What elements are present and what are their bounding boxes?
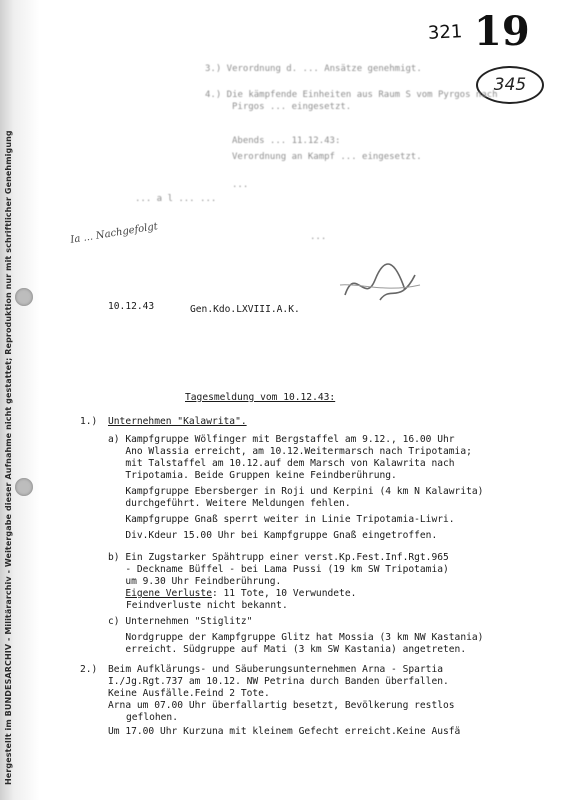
document-date: 10.12.43 (108, 301, 155, 312)
handwritten-page-number: 321 (427, 21, 463, 44)
document-title: Tagesmeldung vom 10.12.43: (185, 392, 336, 403)
losses-own-value: : 11 Tote, 10 Verwundete. (211, 588, 357, 599)
faded-line: Pirgos ... eingesetzt. (232, 102, 352, 112)
circled-folio-number: 345 (476, 66, 544, 104)
para-line: Kampfgruppe Gnaß sperrt weiter in Linie Tripotamia-Liwri. (108, 514, 455, 525)
section-number: 1.) (80, 416, 98, 427)
issuing-command: Gen.Kdo.LXVIII.A.K. (190, 304, 300, 315)
para-line: I./Jg.Rgt.737 am 10.12. NW Petrina durch Banden überfallen. (108, 676, 449, 687)
signature-scribble (335, 255, 425, 315)
faded-line: ... (232, 180, 249, 190)
para-line: b) Ein Zugstarker Spähtrupp einer verst.Kp.Fest.Inf.Rgt.965 (108, 552, 449, 563)
para-line: mit Talstaffel am 10.12.auf dem Marsch von Kalawrita nach (108, 458, 455, 469)
para-line: a) Kampfgruppe Wölfinger mit Bergstaffel am 9.12., 16.00 Uhr (108, 434, 455, 445)
section-heading: Unternehmen "Kalawrita". (108, 416, 247, 427)
faded-line: 4.) Die kämpfende Einheiten aus Raum S vom Pyrgos nach (205, 90, 498, 100)
page-number: 19 (474, 8, 530, 55)
faded-line: Abends ... 11.12.43: (232, 136, 341, 146)
losses-own-label: Eigene Verluste (125, 588, 212, 599)
faded-line: ... (310, 232, 327, 242)
section-number: 2.) (80, 664, 98, 675)
archive-stamp: Hergestellt im BUNDESARCHIV - Militärarchiv - Weitergabe dieser Aufnahme nicht gestattet; Reproduktion nur mit schriftlicher Genehmigung (4, 130, 13, 785)
para-line: erreicht. Südgruppe auf Mati (3 km SW Kastania) angetreten. (108, 644, 467, 655)
para-line: Ano Wlassia erreicht, am 10.12.Weitermarsch nach Tripotamia; (108, 446, 472, 457)
para-line: geflohen. (126, 712, 178, 723)
losses-enemy: Feindverluste nicht bekannt. (126, 600, 288, 611)
faded-line: ... a l ... ... (135, 194, 217, 204)
para-line: c) Unternehmen "Stiglitz" (108, 616, 253, 627)
para-line: Um 17.00 Uhr Kurzuna mit kleinem Gefecht erreicht.Keine Ausfä (108, 726, 461, 737)
para-line: - Deckname Büffel - bei Lama Pussi (19 km SW Tripotamia) (108, 564, 449, 575)
para-line: Tripotamia. Beide Gruppen keine Feindberührung. (108, 470, 397, 481)
para-line: Arna um 07.00 Uhr überfallartig besetzt, Bevölkerung restlos (108, 700, 455, 711)
losses-line (108, 588, 356, 601)
para-line: um 9.30 Uhr Feindberührung. (108, 576, 282, 587)
faded-line: 3.) Verordnung d. ... Ansätze genehmigt. (205, 64, 422, 74)
para-line: Beim Aufklärungs- und Säuberungsunternehmen Arna - Spartia (108, 664, 444, 675)
para-line: Kampfgruppe Ebersberger in Roji und Kerpini (4 km N Kalawrita) (108, 486, 484, 497)
faded-line: Verordnung an Kampf ... eingesetzt. (232, 152, 422, 162)
para-line: durchgeführt. Weitere Meldungen fehlen. (108, 498, 351, 509)
handwritten-note: Ia ... Nachgefolgt (69, 221, 159, 246)
para-line: Nordgruppe der Kampfgruppe Glitz hat Mossia (3 km NW Kastania) (108, 632, 484, 643)
para-line: Div.Kdeur 15.00 Uhr bei Kampfgruppe Gnaß eingetroffen. (108, 530, 438, 541)
para-line: Keine Ausfälle.Feind 2 Tote. (108, 688, 270, 699)
